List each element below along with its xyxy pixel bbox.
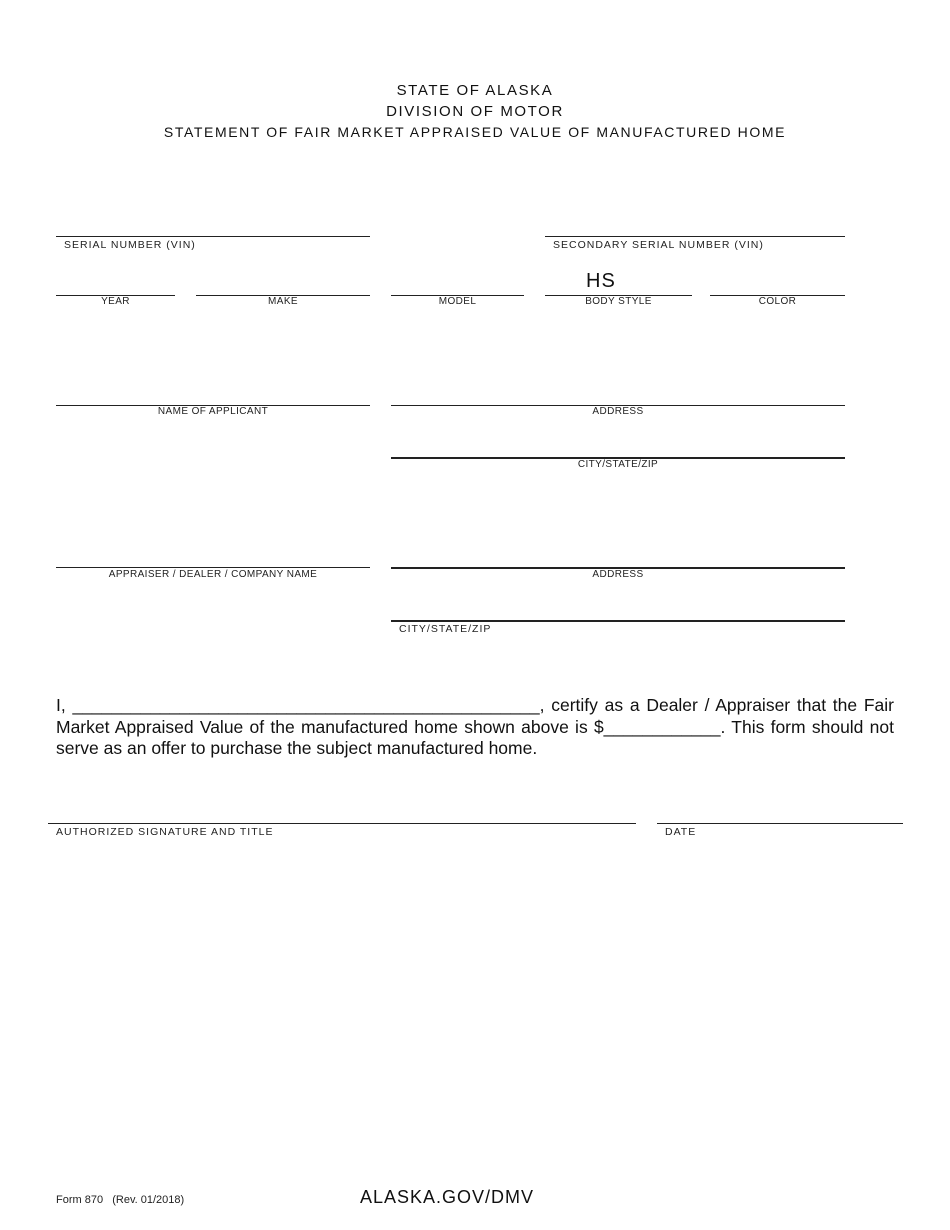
date-field[interactable] — [657, 823, 903, 824]
appraiser-name-label: APPRAISER / DEALER / COMPANY NAME — [108, 569, 318, 580]
appraiser-address-label: ADDRESS — [592, 569, 644, 580]
form-number: Form 870 (Rev. 01/2018) — [56, 1194, 185, 1206]
date-label: DATE — [665, 826, 697, 838]
applicant-address-label: ADDRESS — [592, 406, 644, 417]
applicant-city-label: CITY/STATE/ZIP — [577, 459, 659, 470]
signature-label: AUTHORIZED SIGNATURE AND TITLE — [56, 826, 274, 838]
form-title: STATEMENT OF FAIR MARKET APPRAISED VALUE OF MANUFACTURED HOME — [163, 124, 787, 140]
website-footer: ALASKA.GOV/DMV — [360, 1187, 535, 1207]
applicant-name-label: NAME OF APPLICANT — [157, 406, 269, 417]
model-label: MODEL — [438, 296, 477, 307]
appraiser-city-field[interactable] — [391, 620, 845, 622]
make-label: MAKE — [268, 296, 298, 307]
color-label: COLOR — [758, 296, 797, 307]
header-division: DIVISION OF MOTOR — [386, 103, 564, 120]
secondary-serial-number-label: SECONDARY SERIAL NUMBER (VIN) — [553, 239, 764, 251]
year-label: YEAR — [101, 296, 130, 307]
serial-number-field[interactable] — [56, 236, 370, 237]
secondary-serial-number-field[interactable] — [545, 236, 845, 237]
serial-number-label: SERIAL NUMBER (VIN) — [64, 239, 196, 251]
header-state: STATE OF ALASKA — [396, 82, 554, 99]
appraiser-name-field[interactable] — [56, 567, 370, 568]
body-style-label: BODY STYLE — [585, 296, 652, 307]
signature-field[interactable] — [48, 823, 636, 824]
certification-statement: I, ________________________________________________, certify as a Dealer / Appraiser that the Fair Market Appraised Value of the manufactured home shown above is $____________. This form should not serve as an offer to purchase the subject manufactured home. — [56, 695, 894, 758]
appraiser-city-label: CITY/STATE/ZIP — [399, 623, 492, 635]
body-style-value[interactable]: HS — [586, 270, 616, 292]
